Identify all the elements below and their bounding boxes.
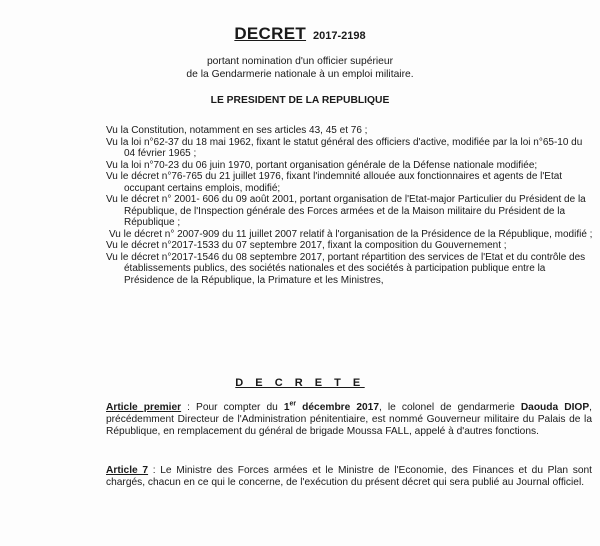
article-premier-text-2: , le colonel de gendarmerie	[379, 402, 521, 413]
vu-item: Vu la Constitution, notamment en ses articles 43, 45 et 76 ;	[106, 125, 368, 136]
article-premier-text-4: , appelé à d'autres fonctions.	[409, 426, 539, 437]
subtitle-line-1: portant nomination d'un officier supérieur	[206, 56, 394, 67]
vu-item: Vu la loi n°70-23 du 06 juin 1970, portant organisation générale de la Défense nationale modifiée;	[106, 159, 538, 171]
president-heading: LE PRESIDENT DE LA REPUBLIQUE	[210, 95, 390, 106]
article-premier-label: Article premier	[106, 402, 182, 413]
vu-list	[106, 125, 596, 286]
vu-item: Vu le décret n° 2007-909 du 11 juillet 2007 relatif à l'organisation de la Présidence de la République, modifié ;	[109, 228, 593, 240]
vu-item: Vu le décret n° 2001- 606 du 09 août 2001, portant organisation de l'Etat-major Particulier du Président de la République, de l'Inspection générale des Forces armées et de la Maison militaire du Président de la République ;	[106, 194, 586, 228]
decrete-heading: D E C R E T E	[235, 377, 365, 389]
effective-date-suffix: er	[289, 400, 297, 408]
article-premier-text-3: , précédemment Directeur de l'Administration pénitentiaire, est nommé Gouverneur militaire du Palais de la République, en remplacement du général de brigade	[106, 402, 592, 437]
effective-date	[284, 402, 379, 413]
appointee-name: Daouda DIOP	[520, 402, 590, 413]
decree-number: 2017-2198	[313, 30, 366, 42]
article-premier-text-1: : Pour compter du	[181, 402, 284, 413]
predecessor-name: Moussa FALL	[346, 426, 409, 437]
article-premier	[106, 402, 592, 438]
vu-item: Vu la loi n°62-37 du 18 mai 1962, fixant le statut général des officiers d'active, modifiée par la loi n°65-10 du 04 février 1965 ;	[106, 136, 583, 159]
effective-date-rest: décembre 2017	[296, 402, 380, 413]
decree-title: DECRET	[234, 24, 307, 43]
effective-date-day: 1	[283, 402, 290, 413]
article-7	[106, 465, 592, 489]
vu-item: Vu le décret n°2017-1533 du 07 septembre 2017, fixant la composition du Gouvernement ;	[106, 240, 507, 252]
vu-item: Vu le décret n°76-765 du 21 juillet 1976, fixant l'indemnité allouée aux fonctionnaires et agents de l'Etat occupant certains emplois, modifié;	[106, 171, 563, 194]
vu-item: Vu le décret n°2017-1546 du 08 septembre 2017, portant répartition des services de l'Etat et du contrôle des établissements publics, des sociétés nationales et des sociétés à participation publique entre la Présidence de la République, la Primature et les Ministres,	[106, 251, 586, 286]
article-7-label: Article 7	[106, 465, 149, 476]
decree-header	[0, 24, 600, 44]
decree-subtitle	[0, 55, 600, 81]
article-7-text: : Le Ministre des Forces armées et le Ministre de l'Economie, des Finances et du Plan sont chargés, chacun en ce qui le concerne, de l'exécution du présent décret qui sera publié au Journal officiel.	[106, 465, 593, 488]
subtitle-line-2: de la Gendarmerie nationale à un emploi militaire.	[186, 69, 414, 80]
